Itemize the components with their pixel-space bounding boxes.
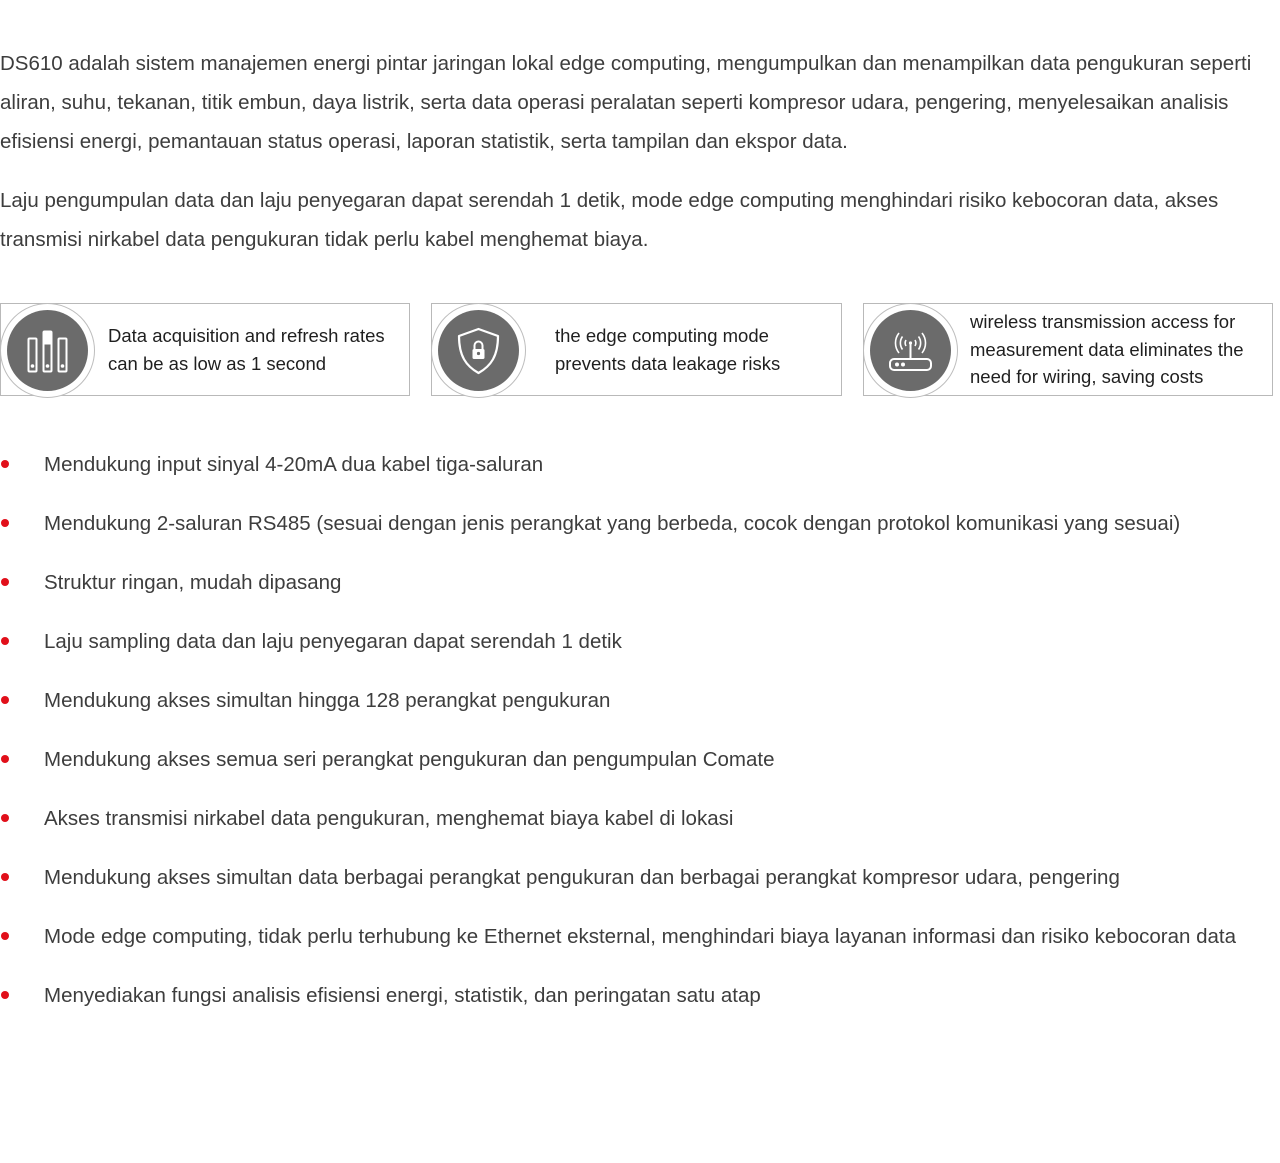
bullet-dot-icon — [1, 991, 9, 999]
list-item-text: Mendukung akses semua seri perangkat pengukuran dan pengumpulan Comate — [44, 748, 775, 771]
list-item-text: Akses transmisi nirkabel data pengukuran, menghemat biaya kabel di lokasi — [44, 807, 734, 830]
list-item — [0, 917, 1280, 956]
shield-lock-icon — [438, 310, 519, 391]
feature-text: wireless transmission access for measurement data eliminates the need for wiring, saving costs — [970, 311, 1244, 388]
bullet-dot-icon — [1, 519, 9, 527]
intro-paragraph-2: Laju pengumpulan data dan laju penyegaran dapat serendah 1 detik, mode edge computing menghindari risiko kebocoran data, akses transmisi nirkabel data pengukuran tidak perlu kabel menghemat biaya. — [0, 189, 1219, 251]
list-item — [0, 681, 1280, 720]
bullet-dot-icon — [1, 814, 9, 822]
wireless-router-icon — [870, 310, 951, 391]
list-item — [0, 740, 1280, 779]
list-item — [0, 622, 1280, 661]
bullet-dot-icon — [1, 578, 9, 586]
feature-cards — [0, 303, 1280, 399]
list-item — [0, 445, 1280, 484]
intro-section — [0, 44, 1280, 279]
list-item-text: Mendukung akses simultan hingga 128 perangkat pengukuran — [44, 689, 611, 712]
feature-text: Data acquisition and refresh rates can be as low as 1 second — [108, 325, 385, 374]
feature-card-data-rate — [0, 303, 410, 396]
feature-card-wireless — [863, 303, 1273, 396]
bullet-dot-icon — [1, 755, 9, 763]
data-bars-icon — [7, 310, 88, 391]
list-item-text: Laju sampling data dan laju penyegaran dapat serendah 1 detik — [44, 630, 622, 653]
bullet-dot-icon — [1, 460, 9, 468]
feature-icon-ring — [0, 303, 95, 398]
bullet-dot-icon — [1, 873, 9, 881]
feature-text: the edge computing mode prevents data leakage risks — [555, 325, 781, 374]
bullet-dot-icon — [1, 932, 9, 940]
list-item-text: Mendukung akses simultan data berbagai perangkat pengukuran dan berbagai perangkat kompresor udara, pengering — [44, 866, 1120, 889]
list-item — [0, 504, 1280, 543]
list-item — [0, 799, 1280, 838]
feature-icon-ring — [431, 303, 526, 398]
feature-card-edge-security — [431, 303, 842, 396]
list-item-text: Menyediakan fungsi analisis efisiensi energi, statistik, dan peringatan satu atap — [44, 984, 761, 1007]
list-item-text: Mode edge computing, tidak perlu terhubung ke Ethernet eksternal, menghindari biaya layanan informasi dan risiko kebocoran data — [44, 925, 1237, 948]
list-item-text: Mendukung 2-saluran RS485 (sesuai dengan jenis perangkat yang berbeda, cocok dengan protokol komunikasi yang sesuai) — [44, 512, 1181, 535]
bullet-dot-icon — [1, 696, 9, 704]
list-item — [0, 858, 1280, 897]
bullet-dot-icon — [1, 637, 9, 645]
feature-bullet-list — [0, 445, 1280, 1035]
list-item — [0, 976, 1280, 1015]
list-item — [0, 563, 1280, 602]
list-item-text: Mendukung input sinyal 4-20mA dua kabel tiga-saluran — [44, 453, 544, 476]
feature-icon-ring — [863, 303, 958, 398]
intro-paragraph-1: DS610 adalah sistem manajemen energi pintar jaringan lokal edge computing, mengumpulkan dan menampilkan data pengukuran seperti aliran, suhu, tekanan, titik embun, daya listrik, serta data operasi peralatan seperti kompresor udara, pengering, menyelesaikan analisis efisiensi energi, pemantauan status operasi, laporan statistik, serta tampilan dan ekspor data. — [0, 52, 1252, 153]
list-item-text: Struktur ringan, mudah dipasang — [44, 571, 342, 594]
